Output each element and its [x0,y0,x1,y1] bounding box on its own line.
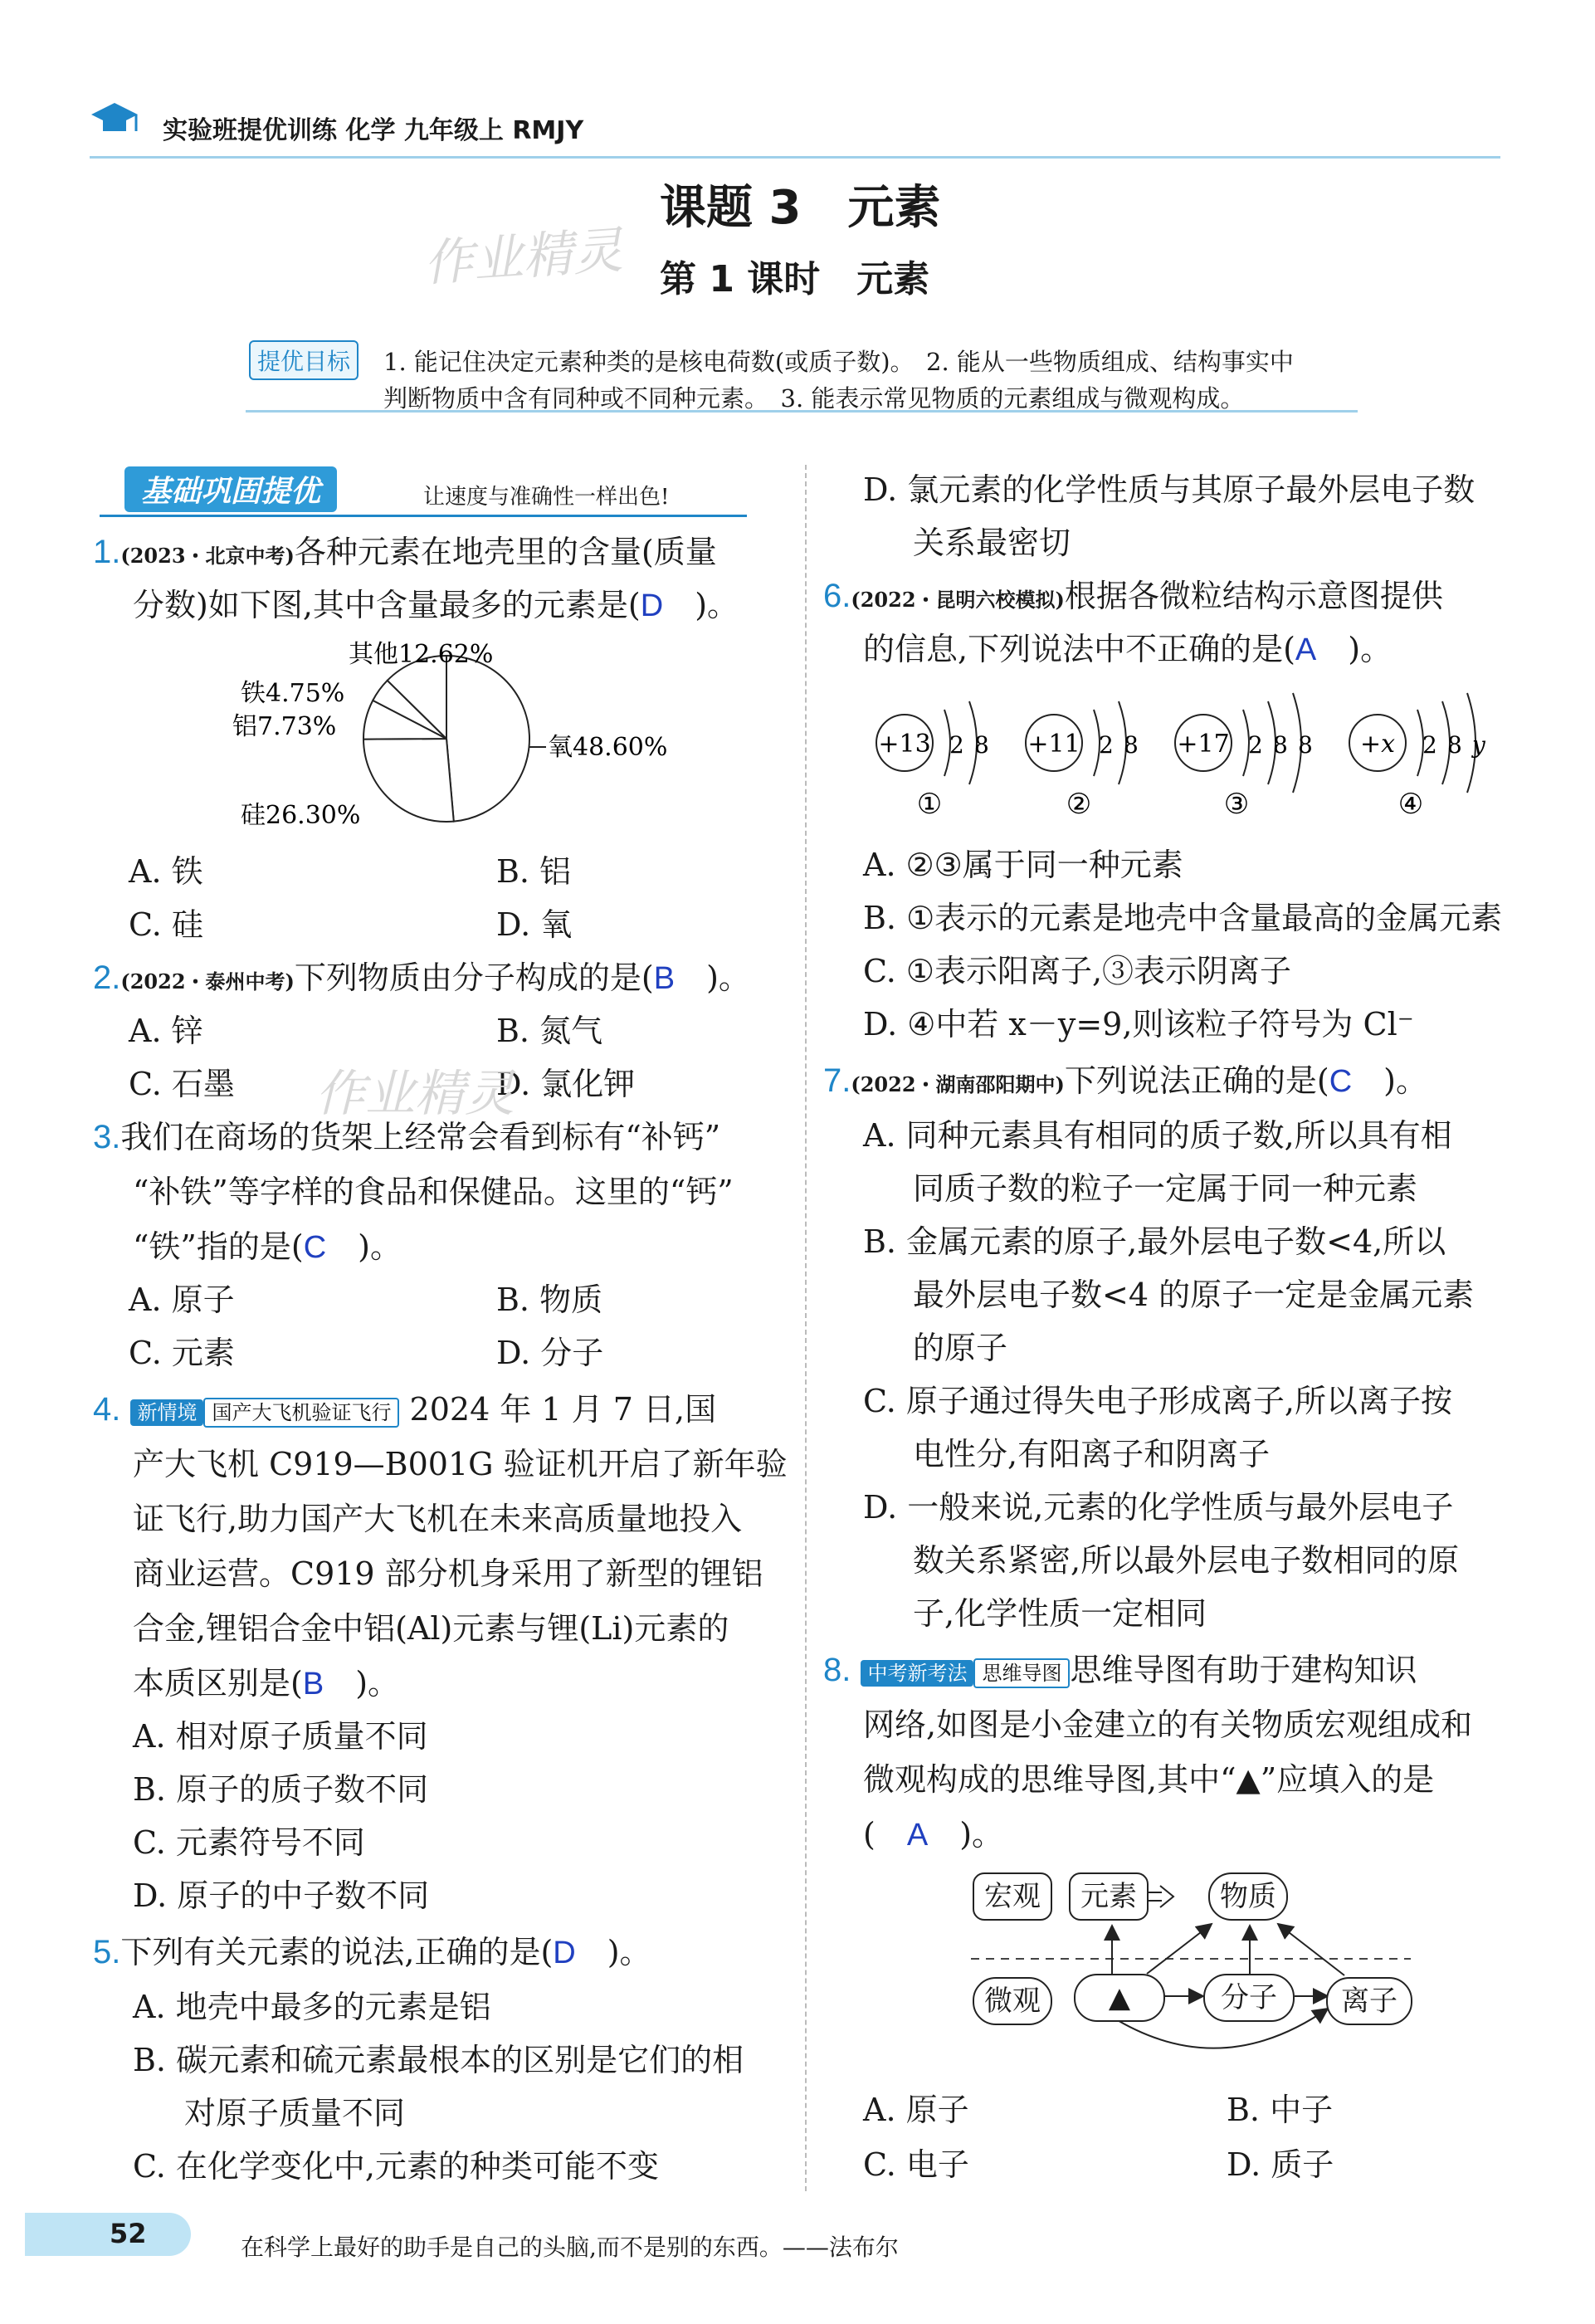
section-slogan: 让速度与准确性一样出色! [423,485,670,510]
q5-opt-b-2: 对原子质量不同 [184,2095,406,2131]
footer-page-badge [25,2213,191,2256]
q1-opt-b: B. 铝 [496,853,572,890]
section-label: 基础巩固提优 [124,466,337,512]
q1-line-1: 1.(2023・北京中考)各种元素在地壳里的含量(质量 [93,534,717,570]
header-rule [90,156,1500,159]
goals-line-1: 1. 能记住决定元素种类的是核电荷数(或质子数)。 2. 能从一些物质组成、结构事实中 [383,348,1294,376]
q6-opt-a: A. ②③属于同一种元素 [863,847,1183,883]
page-number: 52 [110,2218,147,2249]
q6-opt-b: B. ①表示的元素是地壳中含量最高的金属元素 [863,900,1503,936]
particle-4 [1349,693,1486,821]
q5-opt-d-1: D. 氯元素的化学性质与其原子最外层电子数 [863,471,1475,508]
pie-label-0: 氧48.60% [548,733,668,762]
q1-opt-d: D. 氧 [496,906,573,943]
q3-opt-c: C. 元素 [129,1335,235,1371]
q8-opt-d: D. 质子 [1227,2146,1334,2183]
q6-opt-c: C. ①表示阳离子,③表示阴离子 [863,953,1292,989]
q8-line-4: ( A )。 [863,1816,1004,1853]
svg-text:y: y [1472,731,1485,759]
q7-opt-c-1: C. 原子通过得失电子形成离子,所以离子按 [863,1383,1452,1419]
q7-opt-b-2: 最外层电子数<4 的原子一定是金属元素 [913,1277,1475,1313]
q4-opt-a: A. 相对原子质量不同 [133,1718,428,1755]
series-title: 实验班提优训练 化学 九年级上 RMJY [163,116,584,145]
q7-opt-b-1: B. 金属元素的原子,最外层电子数<4,所以 [863,1223,1446,1260]
map-element: 元素 [1069,1872,1149,1921]
q7-opt-a-1: A. 同种元素具有相同的质子数,所以具有相 [863,1117,1452,1154]
q7-opt-d-1: D. 一般来说,元素的化学性质与最外层电子 [863,1489,1454,1526]
footer-quote: 在科学上最好的助手是自己的头脑,而不是别的东西。——法布尔 [241,2234,899,2261]
q7-opt-d-3: 子,化学性质一定相同 [913,1595,1207,1632]
q1-line-2: 分数)如下图,其中含量最多的元素是(D )。 [133,587,739,623]
q5-opt-a: A. 地壳中最多的元素是铝 [133,1989,491,2025]
svg-text:8: 8 [974,731,989,759]
lesson-title: 课题 3 元素 [660,181,941,235]
svg-text:②: ② [1066,788,1092,821]
goals-label: 提优目标 [249,340,359,380]
q2-opt-c: C. 石墨 [129,1066,235,1102]
q5-opt-b-1: B. 碳元素和硫元素最根本的区别是它们的相 [133,2042,744,2078]
q7-opt-a-2: 同质子数的粒子一定属于同一种元素 [913,1170,1418,1207]
q4-line-6: 本质区别是(B )。 [133,1665,400,1702]
goals-line-2: 判断物质中含有同种或不同种元素。 3. 能表示常见物质的元素组成与微观构成。 [383,384,1245,413]
pie-label-3: 铁4.75% [241,679,345,708]
q3-opt-b: B. 物质 [496,1282,603,1318]
svg-text:2: 2 [1099,731,1114,759]
q6-line-1: 6.(2022・昆明六校模拟)根据各微粒结构示意图提供 [823,578,1443,614]
q4-line-3: 证飞行,助力国产大飞机在未来高质量地投入 [133,1501,743,1537]
q3-line-2: “补铁”等字样的食品和保健品。这里的“钙” [133,1174,734,1210]
q7-line: 7.(2022・湖南邵阳期中)下列说法正确的是(C )。 [823,1062,1427,1099]
q5-opt-c: C. 在化学变化中,元素的种类可能不变 [133,2148,659,2185]
map-triangle: ▲ [1074,1974,1165,2022]
q4-opt-c: C. 元素符号不同 [133,1824,365,1861]
q6-opt-d: D. ④中若 x－y=9,则该粒子符号为 Cl⁻ [863,1006,1414,1042]
q4-opt-b: B. 原子的质子数不同 [133,1771,429,1808]
q8-opt-b: B. 中子 [1227,2092,1334,2128]
map-macro: 宏观 [973,1872,1052,1921]
q1-opt-c: C. 硅 [129,906,203,943]
q2-line: 2.(2022・泰州中考)下列物质由分子构成的是(B )。 [93,959,750,996]
pie-label-1: 硅26.30% [241,801,361,830]
watermark: 作业精灵 [422,221,625,294]
pie-chart [232,631,680,847]
header-cap-icon [90,100,139,141]
column-divider [805,465,807,2191]
pie-label-2: 铝7.73% [232,712,337,741]
svg-text:+17: +17 [1177,730,1230,759]
svg-text:8: 8 [1124,731,1139,759]
map-molecule: 分子 [1203,1974,1295,2022]
q3-line-3: “铁”指的是(C )。 [133,1228,402,1265]
q7-opt-d-2: 数关系紧密,所以最外层电子数相同的原 [913,1542,1460,1579]
svg-text:④: ④ [1397,788,1424,821]
pie-slice-1 [363,739,454,822]
svg-text:8: 8 [1273,731,1288,759]
q1-answer: D [640,588,664,623]
q3-opt-d: D. 分子 [496,1335,604,1371]
map-micro: 微观 [973,1977,1052,2025]
q7-opt-c-2: 电性分,有阳离子和阴离子 [913,1436,1271,1472]
q8-line-1: 8. 中考新考法 思维导图 思维导图有助于建构知识 [823,1652,1417,1688]
pie-slice-0 [446,656,529,822]
q8-line-2: 网络,如图是小金建立的有关物质宏观组成和 [863,1706,1473,1743]
q1-opt-a: A. 铁 [129,853,203,890]
q2-opt-d: D. 氯化钾 [496,1066,636,1102]
svg-text:③: ③ [1223,788,1250,821]
particle-diagrams [863,681,1519,847]
svg-text:8: 8 [1298,731,1313,759]
svg-text:+11: +11 [1027,730,1080,759]
watermark-2: 作业精灵 [315,1065,515,1123]
q2-opt-b: B. 氮气 [496,1013,603,1049]
q8-opt-c: C. 电子 [863,2146,969,2183]
q8-opt-a: A. 原子 [863,2092,969,2128]
particle-2 [1026,701,1139,821]
particle-3 [1175,693,1313,821]
map-ion: 离子 [1326,1977,1412,2025]
q5-opt-d-2: 关系最密切 [913,525,1071,561]
q4-line-1: 4. 新情境 国产大飞机验证飞行 2024 年 1 月 7 日,国 [93,1391,717,1428]
q7-opt-b-3: 的原子 [913,1330,1008,1366]
svg-text:+x: +x [1359,730,1396,759]
q2-opt-a: A. 锌 [129,1013,203,1049]
q4-opt-d: D. 原子的中子数不同 [133,1877,430,1914]
svg-text:①: ① [916,788,943,821]
svg-text:8: 8 [1447,731,1462,759]
particle-1 [876,701,989,821]
q4-line-2: 产大飞机 C919—B001G 验证机开启了新年验 [133,1446,788,1482]
q3-opt-a: A. 原子 [129,1282,235,1318]
svg-text:2: 2 [1248,731,1263,759]
lesson-subtitle: 第 1 课时 元素 [660,258,930,300]
svg-text:2: 2 [1422,731,1437,759]
q3-line-1: 3.我们在商场的货架上经常会看到标有“补钙” [93,1119,721,1155]
q6-line-2: 的信息,下列说法中不正确的是(A )。 [863,631,1393,667]
map-substance: 物质 [1208,1872,1288,1921]
q4-line-5: 合金,锂铝合金中铝(Al)元素与锂(Li)元素的 [133,1610,729,1647]
q5-line: 5.下列有关元素的说法,正确的是(D )。 [93,1934,651,1970]
pie-label-4: 其他12.62% [349,640,494,669]
svg-text:2: 2 [949,731,964,759]
q4-line-4: 商业运营。C919 部分机身采用了新型的锂铝 [133,1555,763,1592]
svg-text:+13: +13 [878,730,931,759]
q8-line-3: 微观构成的思维导图,其中“▲”应填入的是 [863,1761,1435,1798]
